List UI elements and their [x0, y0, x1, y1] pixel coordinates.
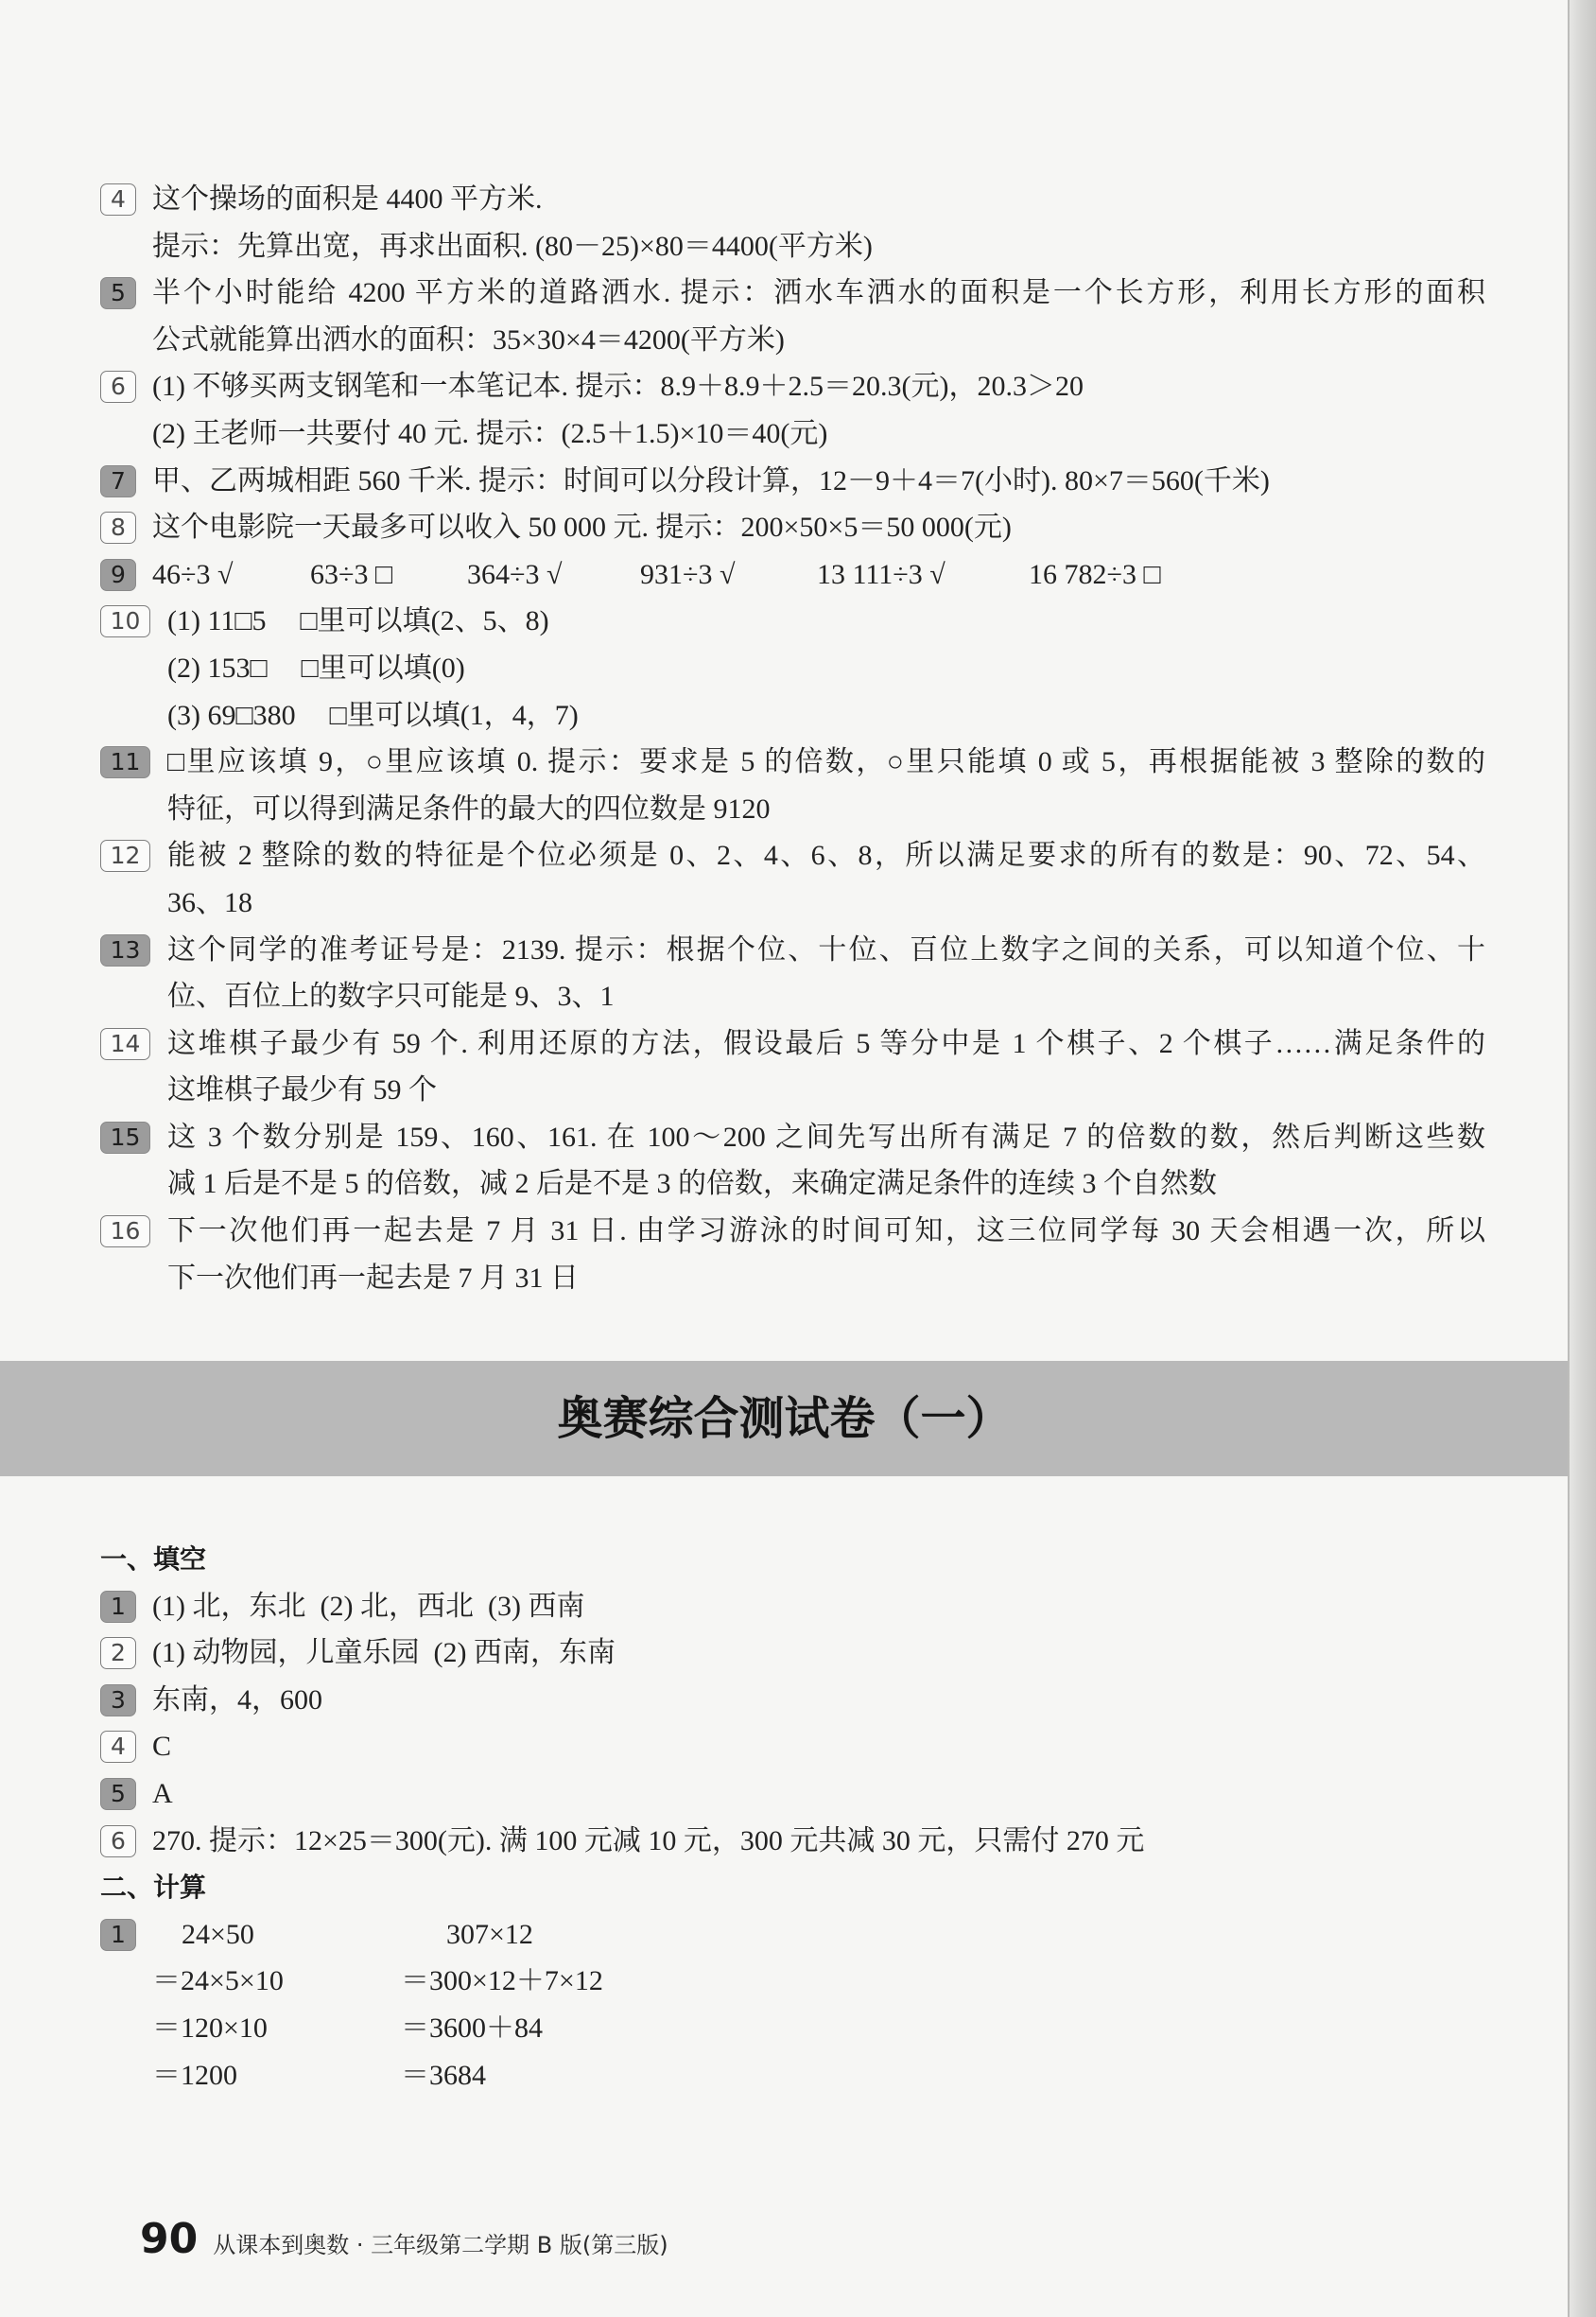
- item-number-badge: 14: [100, 1028, 150, 1060]
- check-entry: 13 111÷3 √: [817, 558, 945, 590]
- fill-item-6: [100, 1818, 1485, 1865]
- check-entry: 46÷3 √: [152, 558, 234, 590]
- answer-row: [167, 692, 1485, 740]
- answer-line: 能被 2 整除的数的特征是个位必须是 0、2、4、6、8，所以满足要求的所有的数是：90、72、54、: [167, 840, 1485, 872]
- calc-step-right: ＝3600＋84: [401, 2012, 543, 2044]
- calc-step-left: ＝24×5×10: [152, 1965, 284, 1997]
- answer-line: 位、百位上的数字只可能是 9、3、1: [167, 981, 615, 1013]
- answer-line: 270. 提示：12×25＝300(元). 满 100 元减 10 元，300 元共减 30 元，只需付 270 元: [152, 1824, 1145, 1856]
- answer-body: [152, 551, 1485, 599]
- book-title: 从课本到奥数 · 三年级第二学期 B 版(第三版): [213, 2232, 668, 2258]
- answer-line: 这堆棋子最少有 59 个: [167, 1074, 437, 1106]
- section-heading-fill-in: 一、填空: [100, 1543, 207, 1575]
- answer-body: [167, 739, 1485, 832]
- answer-line: 减 1 后是不是 5 的倍数，减 2 后是不是 3 的倍数，来确定满足条件的连续 3 个自然数: [167, 1168, 1217, 1200]
- answer-item-7: [100, 458, 1485, 505]
- item-number-badge: 4: [100, 1731, 136, 1763]
- section-heading-calculation: 二、计算: [100, 1872, 207, 1904]
- item-number-badge: 12: [100, 840, 150, 872]
- item-number-badge: 3: [100, 1684, 136, 1716]
- answer-line: 这个同学的准考证号是：2139. 提示：根据个位、十位、百位上数字之间的关系，可以知道个位、十: [167, 933, 1485, 966]
- check-entry: 364÷3 √: [467, 558, 563, 590]
- calc-step-right: 307×12: [446, 1918, 533, 1950]
- item-number-badge: 11: [100, 746, 150, 778]
- calc-row: [152, 2005, 1485, 2052]
- answer-line: 提示：先算出宽，再求出面积. (80－25)×80＝4400(平方米): [152, 230, 873, 262]
- answer-line: 半个小时能给 4200 平方米的道路洒水. 提示：洒水车洒水的面积是一个长方形，利用长方形的面积: [152, 277, 1485, 309]
- calc-body: [152, 1911, 1485, 2099]
- fill-item-5: [100, 1770, 1485, 1818]
- answer-body: [167, 832, 1485, 926]
- calc-step-left: ＝120×10: [152, 2012, 268, 2044]
- answer-line: 下一次他们再一起去是 7 月 31 日: [167, 1262, 579, 1294]
- answer-line: 东南，4，600: [152, 1683, 322, 1716]
- fill-item-4: [100, 1723, 1485, 1770]
- answer-body: [152, 270, 1485, 363]
- answer-body: [152, 1583, 1485, 1630]
- test-answers: [100, 1536, 1485, 2099]
- answer-line: (1) 北，东北 (2) 北，西北 (3) 西南: [152, 1590, 585, 1622]
- item-number-badge: 8: [100, 512, 136, 544]
- check-entry: 931÷3 √: [640, 558, 736, 590]
- answer-body: [152, 504, 1485, 551]
- answer-line: 这个操场的面积是 4400 平方米.: [152, 183, 543, 215]
- calc-step-right: ＝3684: [401, 2059, 486, 2091]
- answer-body: [152, 1629, 1485, 1677]
- fill-item-1: [100, 1583, 1485, 1630]
- page-edge-shadow: [1568, 0, 1596, 2317]
- answer-line: 公式就能算出洒水的面积：35×30×4＝4200(平方米): [152, 323, 785, 356]
- calc-row: [152, 2052, 1485, 2099]
- item-number-badge: 6: [100, 1825, 136, 1857]
- calc-step-left: ＝1200: [152, 2059, 237, 2091]
- divisibility-checks: [152, 551, 1485, 599]
- answer-line: (2) 王老师一共要付 40 元. 提示：(2.5＋1.5)×10＝40(元): [152, 417, 828, 449]
- answer-item-10: [100, 598, 1485, 739]
- fill-item-2: [100, 1629, 1485, 1677]
- calc-step-right: ＝300×12＋7×12: [401, 1965, 603, 1997]
- answer-item-11: [100, 739, 1485, 832]
- row-answer: □里可以填(2、5、8): [300, 605, 549, 637]
- row-expression: (3) 69□380: [167, 699, 296, 731]
- answers-continued: [100, 176, 1485, 1301]
- calc-row: [152, 1958, 1485, 2005]
- answer-row: [167, 645, 1485, 692]
- answer-line: 特征，可以得到满足条件的最大的四位数是 9120: [167, 793, 771, 825]
- answer-body: [167, 598, 1485, 739]
- answer-body: [152, 458, 1485, 505]
- answer-body: [167, 1114, 1485, 1208]
- test-title-banner: [0, 1361, 1569, 1476]
- item-number-badge: 16: [100, 1215, 150, 1247]
- calc-row: [152, 1911, 1485, 1959]
- item-number-badge: 7: [100, 465, 136, 497]
- check-entry: 63÷3 □: [310, 558, 393, 590]
- answer-line: 这个电影院一天最多可以收入 50 000 元. 提示：200×50×5＝50 000(元): [152, 512, 1012, 544]
- page-number: 90: [140, 2215, 199, 2263]
- answer-line: 这堆棋子最少有 59 个. 利用还原的方法，假设最后 5 等分中是 1 个棋子、2 个棋子……满足条件的: [167, 1027, 1485, 1059]
- answer-line: 甲、乙两城相距 560 千米. 提示：时间可以分段计算，12－9＋4＝7(小时). 80×7＝560(千米): [152, 464, 1270, 496]
- answer-item-9: [100, 551, 1485, 599]
- item-number-badge: 15: [100, 1122, 150, 1154]
- answer-body: [167, 927, 1485, 1020]
- calc-step-left: 24×50: [182, 1918, 254, 1950]
- item-number-badge: 10: [100, 605, 150, 637]
- item-number-badge: 6: [100, 371, 136, 403]
- answer-line: □里应该填 9，○里应该填 0. 提示：要求是 5 的倍数，○里只能填 0 或 5，再根据能被 3 整除的数的: [167, 746, 1485, 778]
- answer-line: 36、18: [167, 886, 252, 918]
- item-number-badge: 5: [100, 277, 136, 309]
- answer-item-12: [100, 832, 1485, 926]
- item-number-badge: 4: [100, 183, 136, 216]
- answer-item-16: [100, 1208, 1485, 1301]
- answer-item-5: [100, 270, 1485, 363]
- item-number-badge: 1: [100, 1919, 136, 1951]
- row-answer: □里可以填(0): [301, 652, 465, 684]
- row-expression: (1) 11□5: [167, 605, 267, 637]
- row-expression: (2) 153□: [167, 652, 268, 684]
- fill-item-3: [100, 1677, 1485, 1724]
- test-title: 奥赛综合测试卷（一）: [557, 1392, 1012, 1445]
- answer-line: 这 3 个数分别是 159、160、161. 在 100～200 之间先写出所有满足 7 的倍数的数，然后判断这些数: [167, 1121, 1485, 1153]
- answer-item-8: [100, 504, 1485, 551]
- item-number-badge: 5: [100, 1778, 136, 1810]
- answer-body: [152, 1677, 1485, 1724]
- answer-body: [167, 1020, 1485, 1114]
- item-number-badge: 1: [100, 1591, 136, 1623]
- answer-line: (1) 不够买两支钢笔和一本笔记本. 提示：8.9＋8.9＋2.5＝20.3(元)，20.3＞20: [152, 371, 1084, 403]
- answer-line: 下一次他们再一起去是 7 月 31 日. 由学习游泳的时间可知，这三位同学每 30 天会相遇一次，所以: [167, 1215, 1485, 1247]
- answer-item-14: [100, 1020, 1485, 1114]
- answer-body: [152, 1723, 1485, 1770]
- answer-line: C: [152, 1731, 172, 1763]
- calc-item-1: [100, 1911, 1485, 2099]
- item-number-badge: 13: [100, 934, 150, 967]
- page-footer: [140, 2211, 668, 2268]
- answer-row: [167, 598, 1485, 645]
- answer-body: [152, 1770, 1485, 1818]
- answer-item-6: [100, 363, 1485, 457]
- answer-item-4: [100, 176, 1485, 270]
- answer-line: (1) 动物园，儿童乐园 (2) 西南，东南: [152, 1637, 616, 1669]
- answer-item-15: [100, 1114, 1485, 1208]
- check-entry: 16 782÷3 □: [1029, 558, 1161, 590]
- item-number-badge: 2: [100, 1637, 136, 1669]
- answer-item-13: [100, 927, 1485, 1020]
- answer-body: [167, 1208, 1485, 1301]
- answer-line: A: [152, 1777, 173, 1809]
- row-answer: □里可以填(1，4，7): [329, 699, 579, 731]
- answer-body: [152, 363, 1485, 457]
- answer-body: [152, 1818, 1485, 1865]
- item-number-badge: 9: [100, 559, 136, 591]
- answer-body: [152, 176, 1485, 270]
